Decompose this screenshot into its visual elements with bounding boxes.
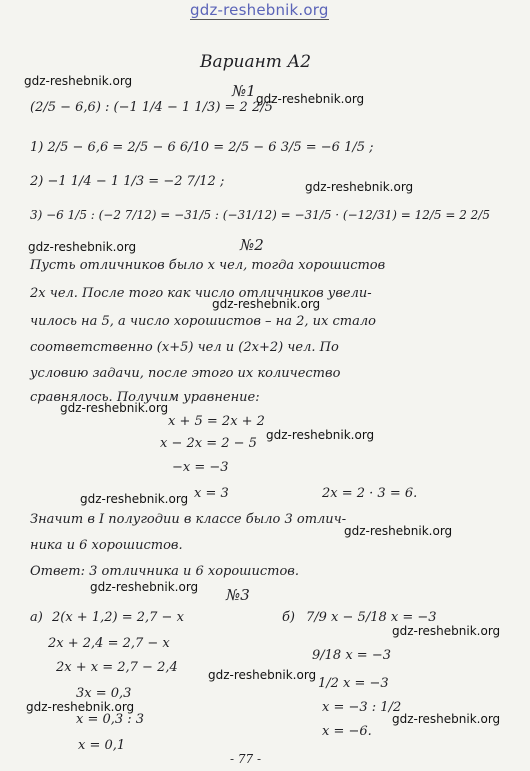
task3-a-line-3: 2х + х = 2,7 − 2,4: [56, 660, 178, 675]
watermark: gdz-reshebnik.org: [256, 92, 365, 106]
task3-a-line-5: х = 0,3 : 3: [76, 712, 145, 727]
watermark: gdz-reshebnik.org: [266, 428, 375, 442]
task2-number: №2: [240, 236, 264, 254]
watermark: gdz-reshebnik.org: [28, 240, 137, 254]
watermark: gdz-reshebnik.org: [208, 668, 317, 682]
task2-line-6: сравнялось. Получим уравнение:: [30, 390, 260, 405]
task3-number: №3: [226, 586, 250, 604]
watermark: gdz-reshebnik.org: [212, 297, 321, 311]
task1-number: №1: [232, 82, 256, 100]
task3-a-line-6: х = 0,1: [78, 738, 126, 753]
task3-a-line-2: 2х + 2,4 = 2,7 − х: [48, 636, 170, 651]
task1-step3: 3) −6 1/5 : (−2 7/12) = −31/5 : (−31/12) = −31/5 · (−12/31) = 12/5 = 2 2/5: [30, 208, 490, 222]
watermark: gdz-reshebnik.org: [60, 401, 169, 415]
task3-b-line-5: х = −6.: [322, 724, 372, 739]
task2-eq3: −х = −3: [172, 460, 229, 475]
site-banner[interactable]: gdz-reshebnik.org: [190, 1, 329, 19]
watermark: gdz-reshebnik.org: [305, 180, 414, 194]
task2-answer: Ответ: 3 отличника и 6 хорошистов.: [30, 564, 299, 579]
page-number: - 77 -: [230, 752, 262, 766]
variant-heading: Вариант А2: [200, 52, 312, 72]
task3-a-label: а): [30, 610, 43, 625]
watermark: gdz-reshebnik.org: [344, 524, 453, 538]
task2-eq2: х − 2х = 2 − 5: [160, 436, 257, 451]
watermark: gdz-reshebnik.org: [392, 624, 501, 638]
task2-eq4: х = 3: [194, 486, 229, 501]
watermark: gdz-reshebnik.org: [90, 580, 199, 594]
task3-b-line-1: 7/9 х − 5/18 х = −3: [306, 610, 437, 625]
task1-step1: 1) 2/5 − 6,6 = 2/5 − 6 6/10 = 2/5 − 6 3/5 = −6 1/5 ;: [30, 140, 374, 155]
watermark: gdz-reshebnik.org: [80, 492, 189, 506]
watermark: gdz-reshebnik.org: [24, 74, 133, 88]
task3-b-line-3: 1/2 х = −3: [318, 676, 389, 691]
task2-line-1: Пусть отличников было х чел, тогда хорошистов: [30, 258, 386, 273]
task3-a-line-4: 3х = 0,3: [76, 686, 132, 701]
task1-step2: 2) −1 1/4 − 1 1/3 = −2 7/12 ;: [30, 174, 225, 189]
task2-conclusion-1: Значит в I полугодии в классе было 3 отлич-: [30, 512, 347, 527]
task3-b-line-4: х = −3 : 1/2: [322, 700, 402, 715]
task3-b-label: б): [282, 610, 296, 625]
task3-a-line-1: 2(х + 1,2) = 2,7 − х: [52, 610, 184, 625]
task3-b-line-2: 9/18 х = −3: [312, 648, 391, 663]
task2-eq1: х + 5 = 2х + 2: [168, 414, 265, 429]
task2-line-4: соответственно (х+5) чел и (2х+2) чел. По: [30, 340, 339, 355]
task2-line-2: 2х чел. После того как число отличников увели-: [30, 286, 372, 301]
watermark: gdz-reshebnik.org: [392, 712, 501, 726]
task2-line-5: условию задачи, после этого их количество: [30, 366, 341, 381]
task2-conclusion-2: ника и 6 хорошистов.: [30, 538, 183, 553]
task2-line-3: чилось на 5, а число хорошистов – на 2, их стало: [30, 314, 376, 329]
task2-eq5: 2х = 2 · 3 = 6.: [322, 486, 418, 501]
watermark: gdz-reshebnik.org: [26, 700, 135, 714]
task1-expression: (2/5 − 6,6) : (−1 1/4 − 1 1/3) = 2 2/5: [30, 100, 273, 115]
